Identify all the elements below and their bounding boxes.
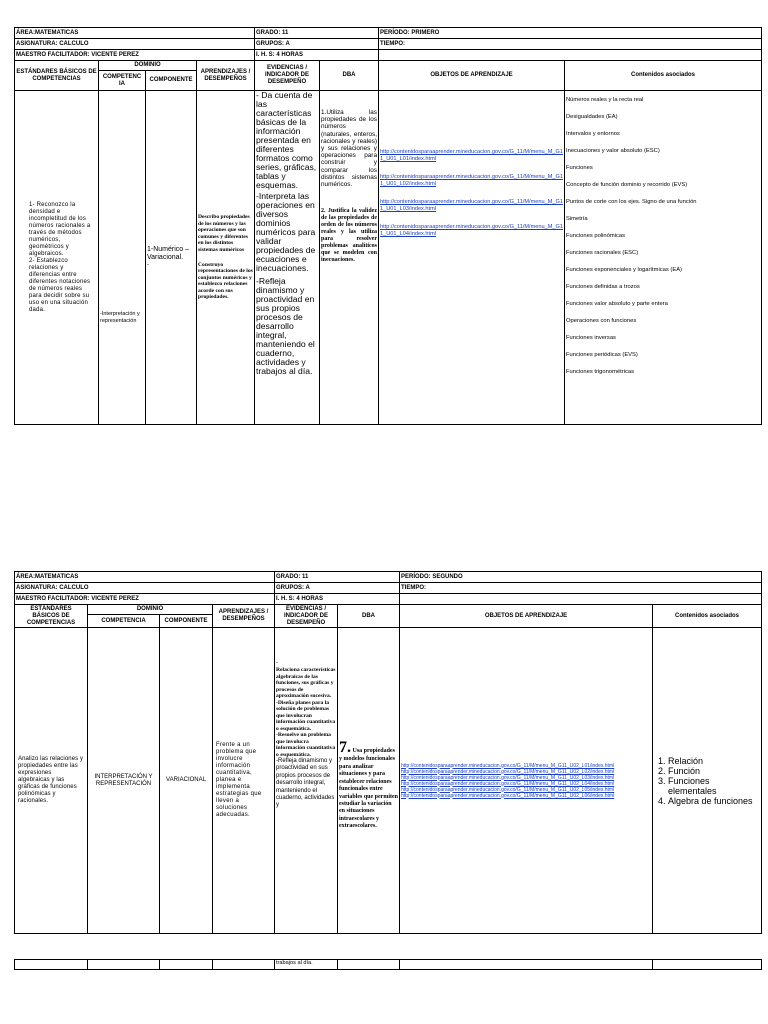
header-aprendizajes: APRENDIZAJES / DESEMPEÑOS (213, 605, 275, 628)
plan-table-periodo-segundo (14, 571, 762, 934)
contenido-item: Funciones trigonométricas (566, 369, 634, 375)
dba-item: 2. Justifica la validez de las propiedades de orden de los números reales y las utiliza para resolver problemas analíticos que se modelen con inecuaciones. (321, 208, 377, 264)
contenidos-cell (653, 628, 762, 934)
empty-cell (88, 960, 160, 970)
dba-cell (320, 91, 379, 425)
objetos-cell (400, 628, 653, 934)
header-contenidos: Contenidos asociados (565, 61, 762, 91)
grupos-label: GRUPOS: A (255, 39, 379, 50)
header-evidencias: EVIDENCIAS / INDICADOR DE DESEMPEÑO (275, 605, 338, 628)
competencia-cell: INTERPRETACIÓN Y REPRESENTACIÓN (88, 628, 160, 934)
asignatura-label: ASIGNATURA: CALCULO (15, 583, 275, 594)
dba-text: propiedades y modelos funcionales para analizar situaciones y para establecer relaciones funcionales entre variables que permiten estudiar la variación en situaciones intraescolares y extraescolares. (339, 748, 398, 830)
tiempo-label: TIEMPO: (379, 39, 762, 50)
header-evidencias: EVIDENCIAS / INDICADOR DE DESEMPEÑO (255, 61, 320, 91)
empty-cell (379, 50, 762, 61)
dba-number: 7. (339, 739, 351, 757)
empty-cell (15, 960, 88, 970)
evidencia-item: - Da cuenta de las características básicas de la información presentada en diferentes formatos como series, gráficas, tablas y esquemas. (256, 90, 317, 190)
contenido-item: Desigualdades (EA) (566, 114, 618, 120)
ihs-label: I. H. S: 4 HORAS (255, 50, 379, 61)
aprendizajes-cell: Frente a un problema que involucre información cuantitativa, planea e implementa estrategias que lleven a soluciones adecuadas. (213, 628, 275, 934)
evidencias-cell (275, 628, 338, 934)
componente-cell: VARIACIONAL (160, 628, 213, 934)
aprendizaje-item: Construyo representaciones de los conjuntos numéricos y establezco relaciones acorde con sus propiedades. (198, 261, 253, 301)
competencia-cell: -Interpretación y representación (99, 91, 146, 425)
dba-first-word: Usa (352, 748, 363, 755)
contenido-item: Simetría (566, 216, 588, 222)
empty-cell (400, 594, 762, 605)
contenido-item: Funciones racionales (ESC) (566, 250, 639, 256)
contenido-item: Funciones exponenciales y logarítmicas (EA) (566, 267, 682, 273)
header-dominio: DOMINIO (99, 61, 197, 71)
grupos-label: GRUPOS: A (275, 583, 400, 594)
header-dba: DBA (338, 605, 400, 628)
contenido-item: Números reales y la recta real (566, 97, 644, 103)
evidencia-item: -Refleja dinamismo y proactividad en sus propios procesos de desarrollo integral, manteniendo el cuaderno, actividades y (276, 758, 335, 809)
contenido-item: Puntos de corte con los ejes. Signo de una función (566, 199, 697, 205)
dba-item: 1.Utiliza las propiedades de los números (naturales, enteros, racionales y reales) y sus relaciones y operaciones para construir y comparar los distintos sistemas numéricos. (321, 109, 377, 189)
empty-cell (653, 960, 762, 970)
componente-cell (146, 91, 197, 425)
area-label: ÁREA:MATEMATICAS (15, 572, 275, 583)
contenido-item: Operaciones con funciones (566, 318, 637, 324)
grado-label: GRADO: 11 (275, 572, 400, 583)
contenido-item: Funciones (566, 165, 593, 171)
contenido-item: Funciones definidas a trozos (566, 284, 640, 290)
contenido-item: Funciones polinómicas (566, 233, 625, 239)
contenido-item: 4. Algebra de funciones (668, 796, 760, 806)
objeto-link[interactable]: http://contenidosparaaprender.mineducacion.gov.co/G_11/M/menu_M_G11_U01_L04/index.html (380, 224, 563, 237)
componente-dash: - (147, 262, 149, 268)
objeto-link[interactable]: http://contenidosparaaprender.mineducacion.gov.co/G_11/M/menu_M_G11_U02_L05/index.html (401, 786, 615, 793)
objeto-link[interactable]: http://contenidosparaaprender.mineducacion.gov.co/G_11/M/menu_M_G11_U02_L02/index.html (401, 768, 615, 775)
objeto-link[interactable]: http://contenidosparaaprender.mineducacion.gov.co/G_11/M/menu_M_G11_U02_L06/index.html (401, 792, 615, 799)
header-objetos: OBJETOS DE APRENDIZAJE (400, 605, 653, 628)
evidencia-item: -Resuelve un problema que involucra información cuantitativa o esquemática. (276, 732, 336, 758)
evidencia-continuation: trabajos al día. (275, 960, 338, 970)
contenido-item: Funciones periódicas (EVS) (566, 352, 638, 358)
area-label: ÁREA:MATEMATICAS (15, 28, 255, 39)
dba-cell (338, 628, 400, 934)
periodo-label: PERÍODO: PRIMERO (379, 28, 762, 39)
ihs-label: I. H. S: 4 HORAS (275, 594, 400, 605)
evidencia-item: Relaciona características algebraicas de las funciones, sus gráficas y procesos de aproximación sucesiva. (276, 667, 336, 699)
objeto-link[interactable]: http://contenidosparaaprender.mineducacion.gov.co/G_11/M/menu_M_G11_U01_L03/index.html (380, 199, 563, 212)
continuation-row-table (14, 959, 762, 970)
header-estandares: ESTÁNDARES BÁSICOS DE COMPETENCIAS (15, 61, 99, 91)
evidencias-cell (255, 91, 320, 425)
estandar-item: 2- Establezco relaciones y diferencias entre diferentes notaciones de números reales para decidir sobre su uso en una situación dada. (29, 257, 91, 313)
contenido-item: Concepto de función dominio y recorrido (EVS) (566, 182, 688, 188)
grado-label: GRADO: 11 (255, 28, 379, 39)
empty-cell (160, 960, 213, 970)
contenido-item: Funciones valor absoluto y parte entera (566, 301, 668, 307)
contenido-item: 3. Funciones elementales (668, 776, 760, 796)
contenido-item: 2. Función (668, 766, 760, 776)
header-competencia: COMPETENC IA (99, 71, 146, 91)
header-dominio: DOMINIO (88, 605, 213, 615)
evidencia-dash: - (276, 660, 278, 666)
empty-cell (338, 960, 400, 970)
empty-cell (400, 960, 653, 970)
header-competencia: COMPETENCIA (88, 615, 160, 628)
aprendizaje-item: Describo propiedades de los números y las operaciones que son comunes y diferentes en los distintos sistemas numéricos (198, 213, 250, 253)
objetos-cell (379, 91, 565, 425)
objeto-link[interactable]: http://contenidosparaaprender.mineducacion.gov.co/G_11/M/menu_M_G11_U02_L04/index.html (401, 780, 615, 787)
objeto-link[interactable]: http://contenidosparaaprender.mineducacion.gov.co/G_11/M/menu_M_G11_U02_L03/index.html (401, 774, 615, 781)
evidencia-item: -Refleja dinamismo y proactividad en sus propios procesos de desarrollo integral, manteniendo el cuaderno, actividades y trabajos al día. (256, 276, 315, 376)
evidencia-item: -Interpreta las operaciones en diversos dominios numéricos para validar propiedades de ecuaciones e inecuaciones. (256, 191, 316, 273)
plan-table-periodo-primero (14, 27, 762, 425)
estandares-cell: Analizo las relaciones y propiedades entre las expresiones algebraicas y las gráficas de funciones polinómicas y racionales. (15, 628, 88, 934)
periodo-label: PERÍODO: SEGUNDO (400, 572, 762, 583)
contenidos-list (654, 756, 760, 806)
estandar-item: 1- Reconozco la densidad e incompletitud de los números racionales a través de métodos numéricos, geométricos y algebraicos. (29, 201, 91, 257)
evidencia-item: -Diseña planes para la solución de problemas que involucran información cuantitativa o esquemática. (276, 699, 336, 732)
header-objetos: OBJETOS DE APRENDIZAJE (379, 61, 565, 91)
header-componente: COMPONENTE (146, 71, 197, 91)
aprendizajes-cell (197, 91, 255, 425)
objeto-link[interactable]: http://contenidosparaaprender.mineducacion.gov.co/G_11/M/menu_M_G11_U02_L01/index.html (401, 762, 615, 769)
tiempo-label: TIEMPO: (400, 583, 762, 594)
componente-text: 1-Numérico –Variacional. (147, 246, 190, 261)
header-componente: COMPONENTE (160, 615, 213, 628)
maestro-label: MAESTRO FACILITADOR: VICENTE PEREZ (15, 50, 255, 61)
contenido-item: Intervalos y entornos (566, 131, 620, 137)
contenido-item: Funciones inversas (566, 335, 616, 341)
asignatura-label: ASIGNATURA: CALCULO (15, 39, 255, 50)
header-aprendizajes: APRENDIZAJES / DESEMPEÑOS (197, 61, 255, 91)
contenidos-cell (565, 91, 762, 425)
empty-cell (213, 960, 275, 970)
objeto-link[interactable]: http://contenidosparaaprender.mineducacion.gov.co/G_11/M/menu_M_G11_U01_L01/index.html (380, 149, 563, 162)
estandares-cell (15, 91, 99, 425)
header-estandares: ESTÁNDARES BÁSICOS DE COMPETENCIAS (15, 605, 88, 628)
contenido-item: 1. Relación (668, 756, 760, 766)
header-dba: DBA (320, 61, 379, 91)
header-contenidos: Contenidos asociados (653, 605, 762, 628)
maestro-label: MAESTRO FACILITADOR: VICENTE PEREZ (15, 594, 275, 605)
contenido-item: Inecuaciones y valor absoluto (ESC) (566, 148, 660, 154)
objeto-link[interactable]: http://contenidosparaaprender.mineducacion.gov.co/G_11/M/menu_M_G11_U01_L02/index.html (380, 174, 563, 187)
